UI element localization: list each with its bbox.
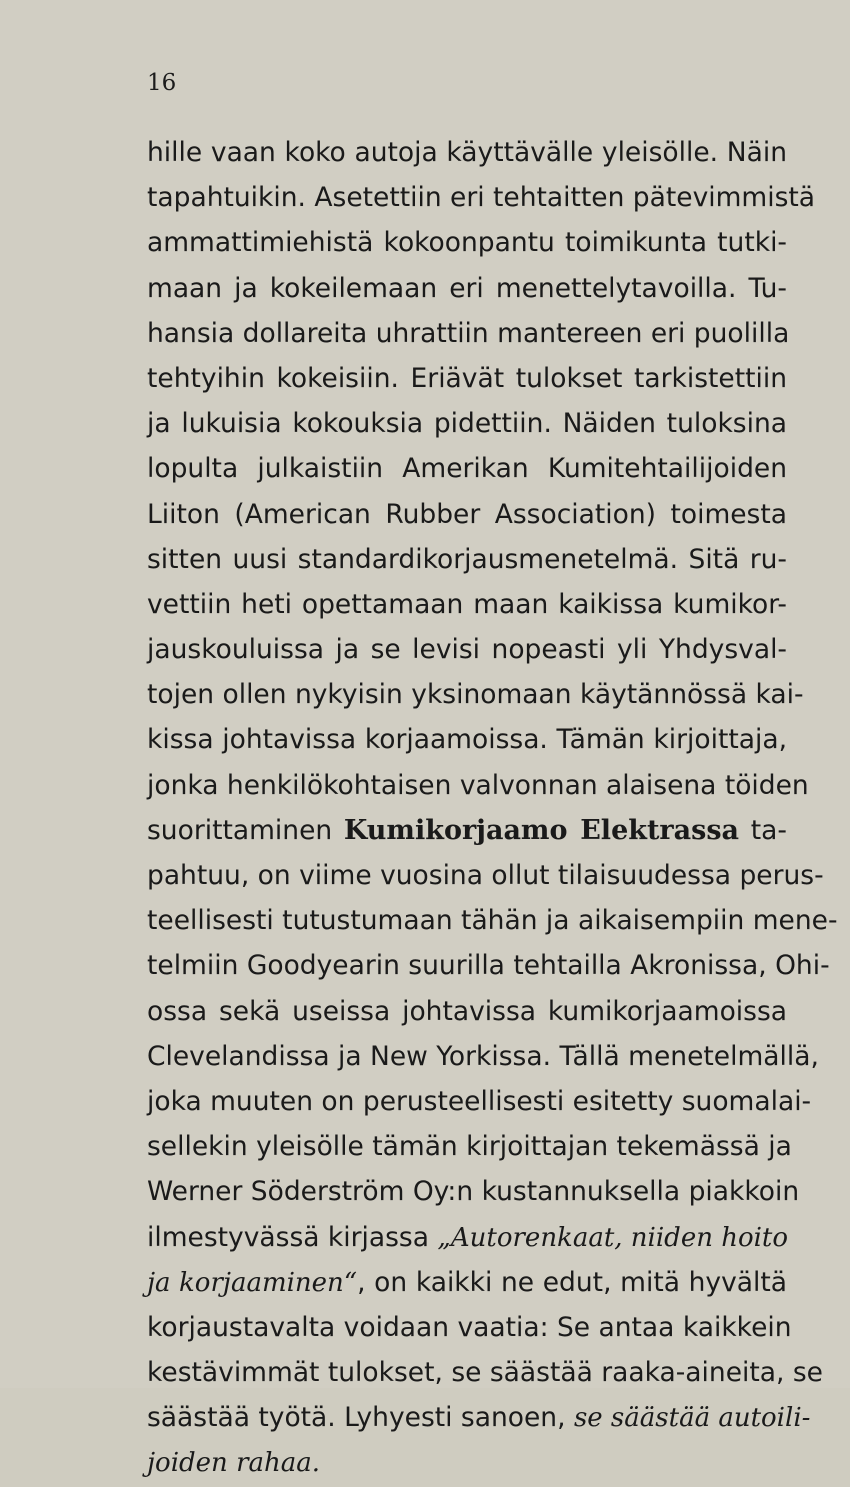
text-segment: Werner Söderström Oy:n kustannuksella piakkoin xyxy=(147,1176,800,1208)
text-segment: ammattimiehistä kokoonpantu toimikunta tutki- xyxy=(147,227,787,259)
text-segment: hille vaan koko autoja käyttävälle yleisölle. Näin xyxy=(147,137,787,168)
text-line xyxy=(147,492,787,537)
text-line xyxy=(147,220,787,265)
text-segment: hansia dollareita uhrattiin mantereen eri puolilla xyxy=(147,317,790,349)
text-segment: lopulta julkaistiin Amerikan Kumitehtailijoiden xyxy=(147,453,787,485)
text-line xyxy=(147,672,804,717)
text-line xyxy=(147,130,787,175)
text-segment: Clevelandissa ja New Yorkissa. Tällä menetelmällä, xyxy=(147,1040,819,1072)
text-line xyxy=(147,1124,792,1169)
text-segment: maan ja kokeilemaan eri menettelytavoilla. Tu- xyxy=(147,272,787,304)
text-segment: vettiin heti opettamaan maan kaikissa kumikor- xyxy=(147,588,787,620)
text-line xyxy=(147,627,787,672)
text-segment: jonka henkilökohtaisen valvonnan alaisena töiden xyxy=(147,769,809,801)
text-segment: tehtyihin kokeisiin. Eriävät tulokset tarkistettiin xyxy=(147,362,787,394)
text-line xyxy=(147,1034,819,1079)
text-segment: teellisesti tutustumaan tähän ja aikaisempiin mene- xyxy=(147,905,838,937)
text-segment: ta- xyxy=(739,814,787,846)
text-segment: tapahtuikin. Asetettiin eri tehtaitten pätevimmistä xyxy=(147,182,816,214)
text-line xyxy=(147,175,816,220)
text-line xyxy=(147,943,830,988)
text-segment: kestävimmät tulokset, se säästää raaka-aineita, se xyxy=(147,1357,823,1389)
text-segment: , on kaikki ne edut, mitä hyvältä xyxy=(357,1266,787,1298)
italic-text: „Autorenkaat, niiden hoito xyxy=(437,1222,789,1253)
text-segment: kissa johtavissa korjaamoissa. Tämän kirjoittaja, xyxy=(147,724,787,756)
text-line xyxy=(147,1260,787,1305)
text-segment: säästää työtä. Lyhyesti sanoen, xyxy=(147,1402,574,1434)
text-line xyxy=(147,853,824,898)
text-line xyxy=(147,898,838,943)
text-segment: jauskouluissa ja se levisi nopeasti yli Yhdysval- xyxy=(147,634,787,666)
text-line xyxy=(147,989,787,1034)
text-line xyxy=(147,763,809,808)
text-line xyxy=(147,1079,812,1124)
text-segment: sellekin yleisölle tämän kirjoittajan tekemässä ja xyxy=(147,1131,792,1163)
text-segment: sitten uusi standardikorjausmenetelmä. Sitä ru- xyxy=(147,543,787,575)
text-segment: pahtuu, on viime vuosina ollut tilaisuudessa perus- xyxy=(147,860,824,891)
text-line xyxy=(147,1395,811,1440)
text-segment: Liiton (American Rubber Association) toimesta xyxy=(147,498,787,530)
text-segment: joka muuten on perusteellisesti esitetty suomalai- xyxy=(147,1085,812,1117)
text-segment: telmiin Goodyearin suurilla tehtailla Akronissa, Ohi- xyxy=(147,950,830,982)
bold-text: Kumikorjaamo Elektrassa xyxy=(343,814,740,846)
body-text xyxy=(147,130,838,1486)
text-segment: tojen ollen nykyisin yksinomaan käytännössä kai- xyxy=(147,679,804,711)
text-segment: ossa sekä useissa johtavissa kumikorjaamoissa xyxy=(147,995,787,1027)
text-line xyxy=(147,1215,787,1260)
text-line xyxy=(147,1305,792,1350)
text-segment: ja lukuisia kokouksia pidettiin. Näiden tuloksina xyxy=(147,408,787,440)
italic-text: se säästää autoili- xyxy=(573,1403,811,1434)
text-line xyxy=(147,401,787,446)
text-line xyxy=(147,446,787,491)
page-number: 16 xyxy=(147,70,177,96)
italic-text: joiden rahaa. xyxy=(147,1448,321,1479)
text-line xyxy=(147,311,790,356)
text-line xyxy=(147,356,787,401)
text-line xyxy=(147,582,787,627)
italic-text: ja korjaaminen“ xyxy=(147,1267,358,1298)
text-line xyxy=(147,266,787,311)
text-line xyxy=(147,1169,800,1214)
text-segment: ilmestyvässä kirjassa xyxy=(147,1221,438,1253)
text-line xyxy=(147,1350,823,1395)
text-line xyxy=(147,717,787,762)
text-segment: suorittaminen xyxy=(147,814,344,846)
text-line xyxy=(147,1440,787,1485)
text-line xyxy=(147,537,787,582)
text-segment: korjaustavalta voidaan vaatia: Se antaa kaikkein xyxy=(147,1311,792,1343)
text-line xyxy=(147,808,787,853)
